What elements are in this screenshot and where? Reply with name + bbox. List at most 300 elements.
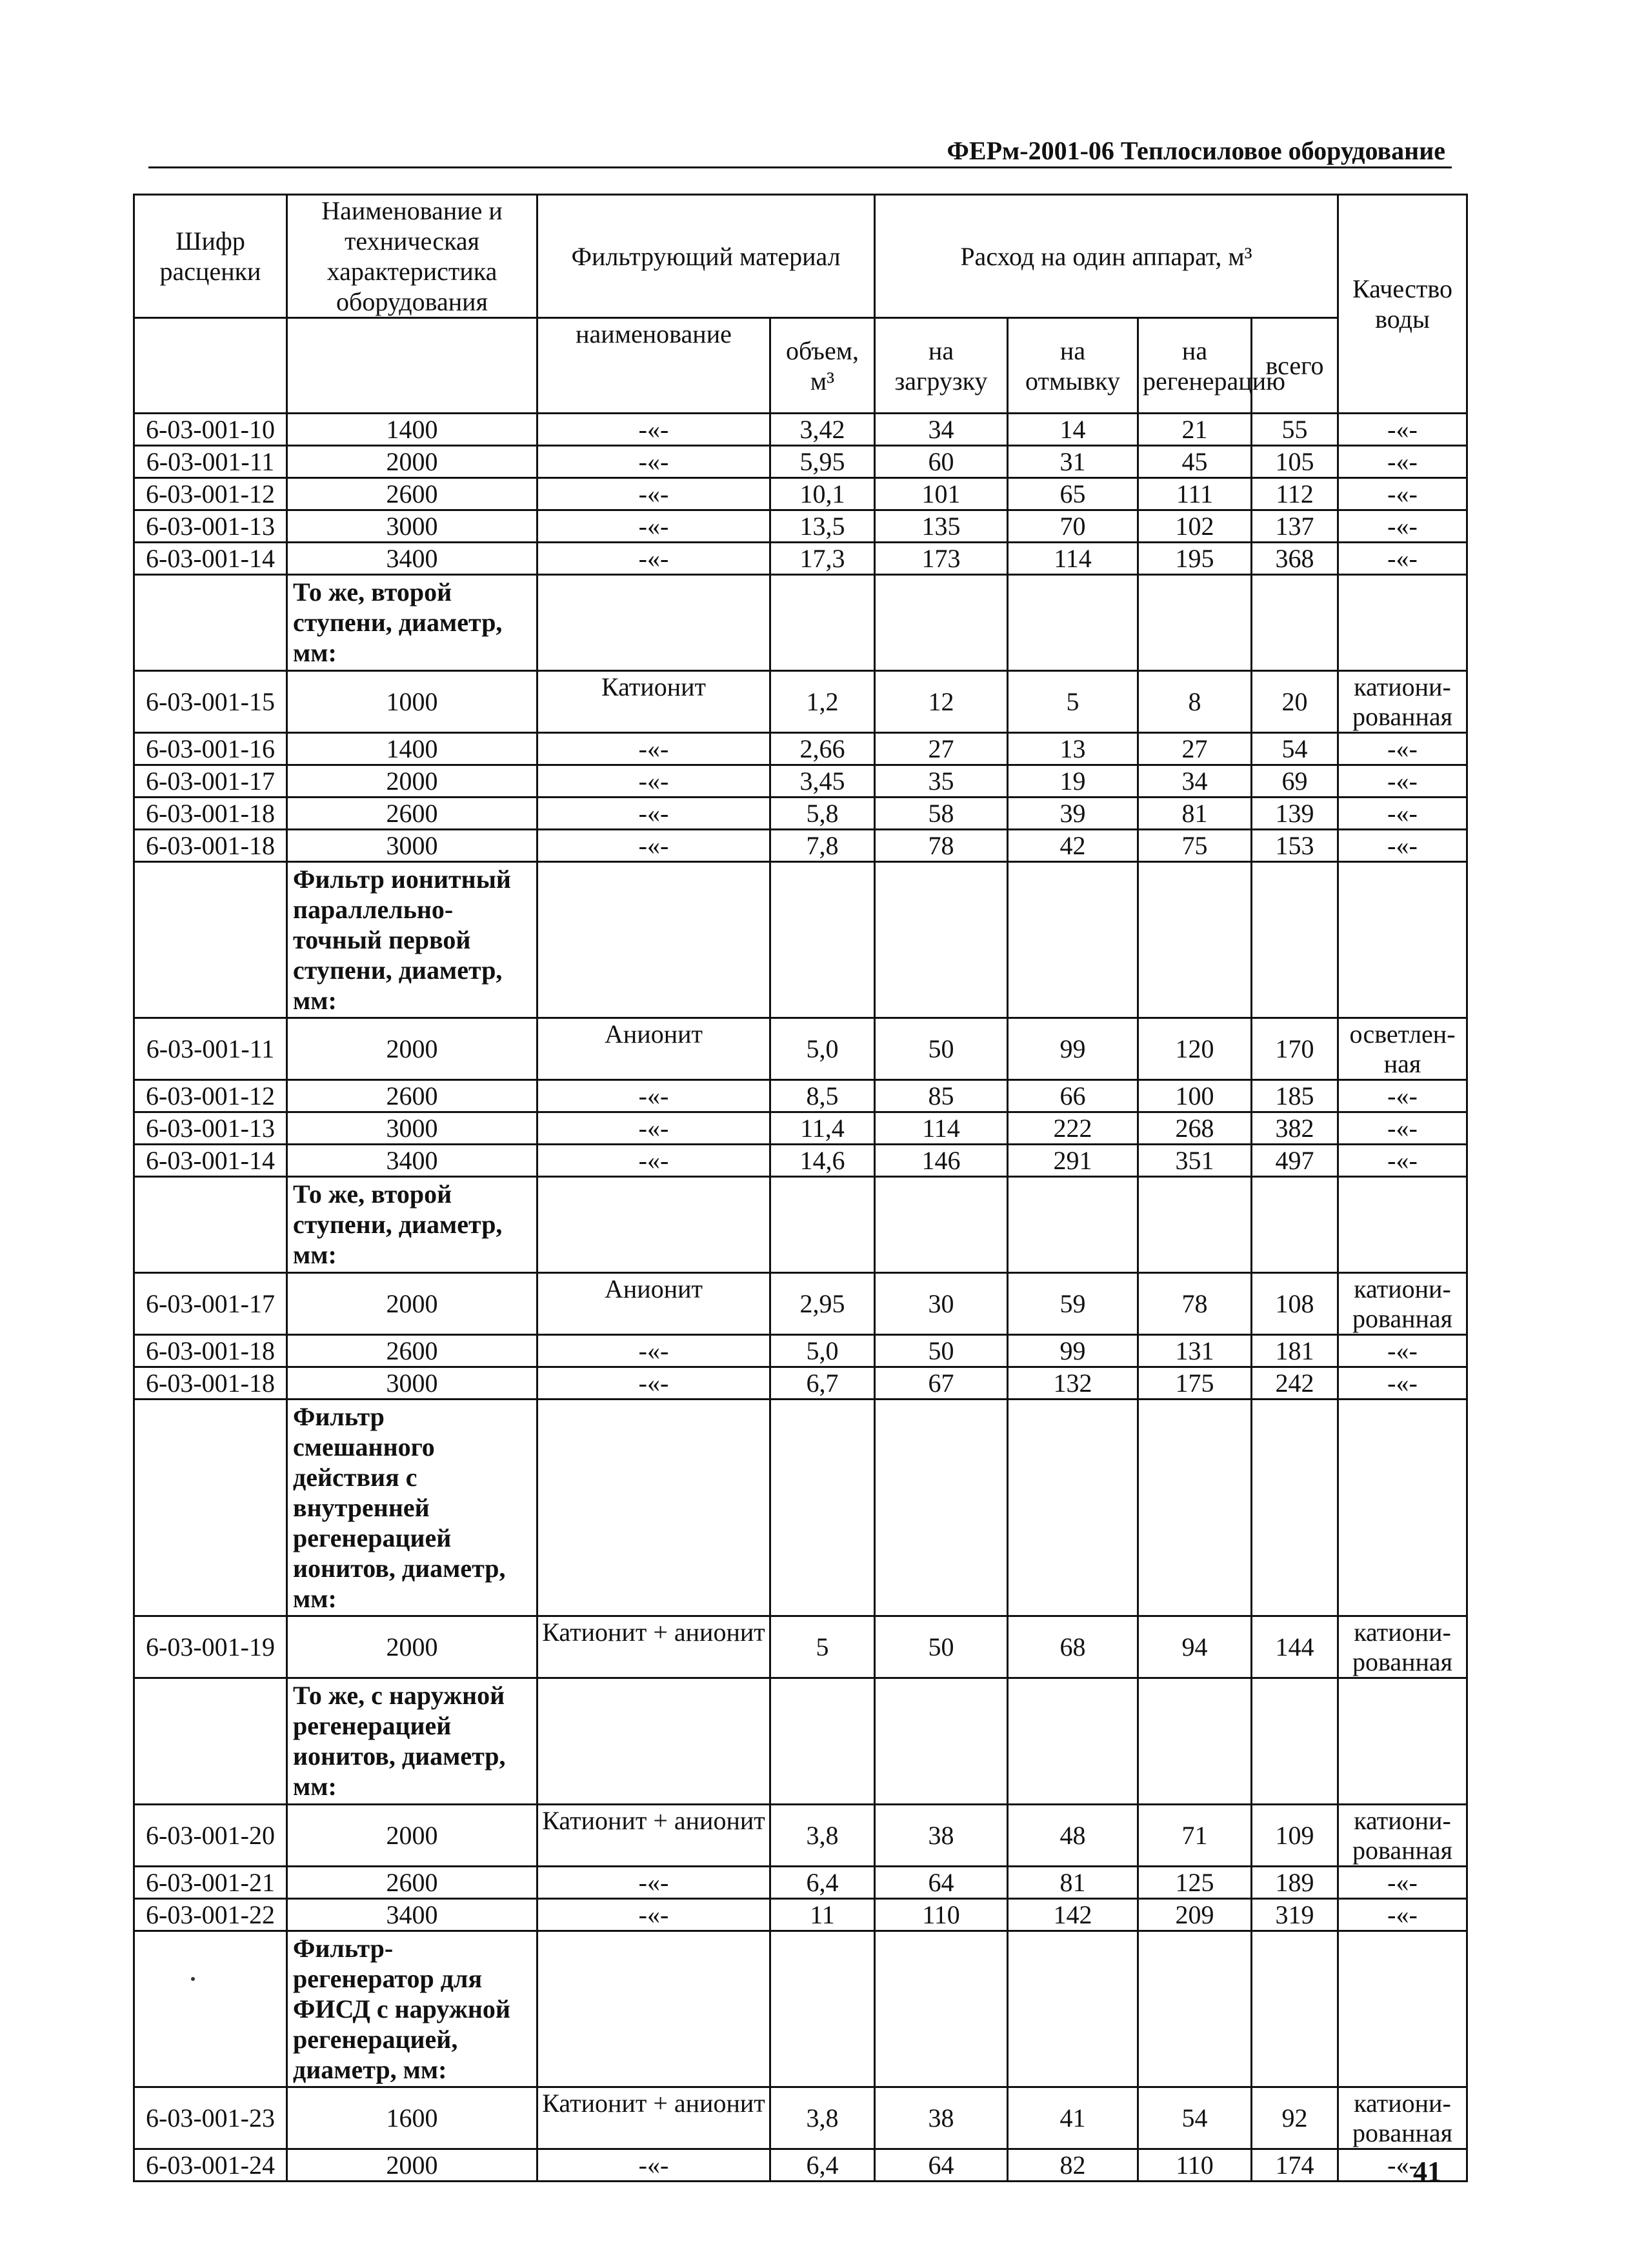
row-total: 170 [1252, 1018, 1338, 1080]
blank-cell [1008, 862, 1138, 1018]
row-volume: 11,4 [770, 1112, 875, 1145]
row-washing: 14 [1008, 414, 1138, 446]
col-header-code-blank [134, 318, 287, 414]
blank-cell [770, 862, 875, 1018]
row-loading: 38 [875, 1805, 1008, 1867]
blank-cell [134, 1678, 287, 1805]
row-volume: 5,8 [770, 798, 875, 830]
row-total: 189 [1252, 1867, 1338, 1899]
section-title: То же, с наружной регенерацией ионитов, диаметр, мм: [287, 1678, 537, 1805]
row-material: -«- [537, 1335, 770, 1367]
row-loading: 27 [875, 733, 1008, 765]
table-row [134, 671, 1467, 733]
row-washing: 82 [1008, 2149, 1138, 2182]
blank-cell [1008, 1400, 1138, 1616]
col-header-total: всего [1252, 318, 1338, 414]
row-quality: -«- [1338, 414, 1467, 446]
row-volume: 2,95 [770, 1273, 875, 1335]
row-material: -«- [537, 765, 770, 798]
row-quality: -«- [1338, 1080, 1467, 1112]
row-quality: катиони-рованная [1338, 1805, 1467, 1867]
blank-cell [1138, 1678, 1252, 1805]
row-washing: 99 [1008, 1335, 1138, 1367]
row-code: 6-03-001-15 [134, 671, 287, 733]
table-row [134, 414, 1467, 446]
row-quality: -«- [1338, 830, 1467, 862]
blank-cell [537, 1177, 770, 1273]
row-volume: 3,8 [770, 2087, 875, 2149]
row-loading: 114 [875, 1112, 1008, 1145]
row-name: 2000 [287, 1805, 537, 1867]
blank-cell [1338, 1678, 1467, 1805]
row-washing: 222 [1008, 1112, 1138, 1145]
blank-cell [1008, 1678, 1138, 1805]
row-quality: -«- [1338, 1335, 1467, 1367]
table-row [134, 1112, 1467, 1145]
row-washing: 39 [1008, 798, 1138, 830]
row-quality: осветлен-ная [1338, 1018, 1467, 1080]
row-loading: 78 [875, 830, 1008, 862]
row-quality: -«- [1338, 1867, 1467, 1899]
blank-cell [537, 1400, 770, 1616]
row-name: 3000 [287, 1367, 537, 1400]
row-regeneration: 54 [1138, 2087, 1252, 2149]
blank-cell [770, 1931, 875, 2087]
row-volume: 10,1 [770, 478, 875, 510]
row-code: 6-03-001-17 [134, 1273, 287, 1335]
row-code: 6-03-001-12 [134, 478, 287, 510]
row-regeneration: 94 [1138, 1616, 1252, 1678]
row-material: -«- [537, 1080, 770, 1112]
row-quality: -«- [1338, 1899, 1467, 1931]
blank-cell [1252, 1931, 1338, 2087]
row-regeneration: 100 [1138, 1080, 1252, 1112]
table-section-row [134, 575, 1467, 671]
row-volume: 5 [770, 1616, 875, 1678]
blank-cell [1338, 1931, 1467, 2087]
row-regeneration: 27 [1138, 733, 1252, 765]
row-loading: 101 [875, 478, 1008, 510]
row-name: 2000 [287, 1616, 537, 1678]
row-total: 185 [1252, 1080, 1338, 1112]
row-regeneration: 8 [1138, 671, 1252, 733]
row-code: 6-03-001-14 [134, 543, 287, 575]
row-washing: 31 [1008, 446, 1138, 478]
table-row [134, 446, 1467, 478]
row-regeneration: 78 [1138, 1273, 1252, 1335]
row-volume: 3,8 [770, 1805, 875, 1867]
row-code: 6-03-001-21 [134, 1867, 287, 1899]
table-row [134, 1080, 1467, 1112]
col-header-material-name: наименование [537, 318, 770, 414]
col-header-consumption: Расход на один аппарат, м³ [875, 195, 1338, 318]
table-section-row [134, 1400, 1467, 1616]
row-material: -«- [537, 733, 770, 765]
row-regeneration: 110 [1138, 2149, 1252, 2182]
row-volume: 5,95 [770, 446, 875, 478]
blank-cell [875, 1177, 1008, 1273]
blank-cell [134, 1177, 287, 1273]
row-total: 69 [1252, 765, 1338, 798]
col-header-washing: на отмывку [1008, 318, 1138, 414]
blank-cell [1008, 1177, 1138, 1273]
col-header-loading: на загрузку [875, 318, 1008, 414]
row-regeneration: 111 [1138, 478, 1252, 510]
row-regeneration: 75 [1138, 830, 1252, 862]
row-code: 6-03-001-18 [134, 1335, 287, 1367]
blank-cell [1252, 862, 1338, 1018]
row-washing: 48 [1008, 1805, 1138, 1867]
row-name: 3400 [287, 1899, 537, 1931]
row-name: 2000 [287, 1018, 537, 1080]
row-material: Катионит + анионит [537, 2087, 770, 2149]
row-loading: 146 [875, 1145, 1008, 1177]
col-header-code: Шифр расценки [134, 195, 287, 318]
row-quality: катиони-рованная [1338, 2087, 1467, 2149]
table-section-row [134, 1177, 1467, 1273]
row-regeneration: 209 [1138, 1899, 1252, 1931]
row-name: 3000 [287, 1112, 537, 1145]
table-row [134, 1018, 1467, 1080]
row-material: -«- [537, 2149, 770, 2182]
row-volume: 6,4 [770, 2149, 875, 2182]
row-quality: -«- [1338, 478, 1467, 510]
blank-cell [875, 1678, 1008, 1805]
row-washing: 13 [1008, 733, 1138, 765]
row-washing: 291 [1008, 1145, 1138, 1177]
row-name: 3400 [287, 543, 537, 575]
row-code: 6-03-001-19 [134, 1616, 287, 1678]
row-total: 109 [1252, 1805, 1338, 1867]
row-code: 6-03-001-12 [134, 1080, 287, 1112]
blank-cell [1252, 1400, 1338, 1616]
row-total: 54 [1252, 733, 1338, 765]
row-name: 2000 [287, 446, 537, 478]
row-regeneration: 120 [1138, 1018, 1252, 1080]
row-name: 3000 [287, 830, 537, 862]
row-volume: 6,7 [770, 1367, 875, 1400]
row-code: 6-03-001-13 [134, 1112, 287, 1145]
row-washing: 41 [1008, 2087, 1138, 2149]
row-quality: -«- [1338, 446, 1467, 478]
row-volume: 14,6 [770, 1145, 875, 1177]
row-name: 2600 [287, 798, 537, 830]
row-total: 174 [1252, 2149, 1338, 2182]
blank-cell [1338, 862, 1467, 1018]
row-quality: -«- [1338, 543, 1467, 575]
row-volume: 8,5 [770, 1080, 875, 1112]
blank-cell [1138, 1400, 1252, 1616]
row-code: 6-03-001-18 [134, 830, 287, 862]
row-regeneration: 351 [1138, 1145, 1252, 1177]
row-volume: 1,2 [770, 671, 875, 733]
row-total: 55 [1252, 414, 1338, 446]
table-row [134, 733, 1467, 765]
row-material: -«- [537, 1367, 770, 1400]
table-row [134, 1867, 1467, 1899]
blank-cell [1138, 575, 1252, 671]
row-quality: катиони-рованная [1338, 1273, 1467, 1335]
blank-cell [134, 575, 287, 671]
row-volume: 6,4 [770, 1867, 875, 1899]
row-loading: 67 [875, 1367, 1008, 1400]
row-material: -«- [537, 1867, 770, 1899]
running-header [148, 133, 1452, 168]
row-code: 6-03-001-11 [134, 1018, 287, 1080]
row-washing: 59 [1008, 1273, 1138, 1335]
header-title: ФЕРм-2001-06 Теплосиловое оборудование [947, 136, 1445, 165]
row-name: 1600 [287, 2087, 537, 2149]
row-loading: 173 [875, 543, 1008, 575]
row-total: 20 [1252, 671, 1338, 733]
row-total: 108 [1252, 1273, 1338, 1335]
blank-cell [770, 1678, 875, 1805]
row-code: 6-03-001-17 [134, 765, 287, 798]
row-name: 2600 [287, 1080, 537, 1112]
row-code: 6-03-001-24 [134, 2149, 287, 2182]
row-name: 2600 [287, 478, 537, 510]
row-regeneration: 268 [1138, 1112, 1252, 1145]
row-total: 319 [1252, 1899, 1338, 1931]
blank-cell [770, 1400, 875, 1616]
table-row [134, 1805, 1467, 1867]
table-row [134, 1899, 1467, 1931]
row-total: 137 [1252, 510, 1338, 543]
row-washing: 65 [1008, 478, 1138, 510]
row-volume: 7,8 [770, 830, 875, 862]
row-washing: 42 [1008, 830, 1138, 862]
row-name: 2000 [287, 765, 537, 798]
row-quality: -«- [1338, 733, 1467, 765]
row-material: -«- [537, 543, 770, 575]
blank-cell [1338, 1177, 1467, 1273]
blank-cell [537, 1678, 770, 1805]
blank-cell [1138, 1177, 1252, 1273]
row-name: 2000 [287, 2149, 537, 2182]
row-material: -«- [537, 830, 770, 862]
row-code: 6-03-001-20 [134, 1805, 287, 1867]
table-row [134, 2149, 1467, 2182]
row-total: 497 [1252, 1145, 1338, 1177]
row-regeneration: 34 [1138, 765, 1252, 798]
row-washing: 81 [1008, 1867, 1138, 1899]
row-name: 3000 [287, 510, 537, 543]
page-number: 41 [1413, 2156, 1441, 2187]
table-row [134, 1145, 1467, 1177]
row-material: -«- [537, 510, 770, 543]
col-header-name-blank [287, 318, 537, 414]
col-header-volume: объем, м³ [770, 318, 875, 414]
row-washing: 99 [1008, 1018, 1138, 1080]
blank-cell [875, 862, 1008, 1018]
row-washing: 132 [1008, 1367, 1138, 1400]
section-title: Фильтр ионитный параллельно-точный первой ступени, диаметр, мм: [287, 862, 537, 1018]
row-volume: 2,66 [770, 733, 875, 765]
row-total: 368 [1252, 543, 1338, 575]
col-header-regeneration: на регенерацию [1138, 318, 1252, 414]
row-regeneration: 21 [1138, 414, 1252, 446]
table-row [134, 1616, 1467, 1678]
section-title: Фильтр-регенератор для ФИСД с наружной регенерацией, диаметр, мм: [287, 1931, 537, 2087]
blank-cell [134, 1400, 287, 1616]
row-loading: 34 [875, 414, 1008, 446]
blank-cell [1252, 1177, 1338, 1273]
row-name: 1000 [287, 671, 537, 733]
section-title: То же, второй ступени, диаметр, мм: [287, 575, 537, 671]
row-loading: 50 [875, 1335, 1008, 1367]
row-quality: -«- [1338, 1367, 1467, 1400]
row-code: 6-03-001-10 [134, 414, 287, 446]
row-material: -«- [537, 446, 770, 478]
row-washing: 19 [1008, 765, 1138, 798]
blank-cell [1008, 1931, 1138, 2087]
row-washing: 5 [1008, 671, 1138, 733]
row-name: 2600 [287, 1867, 537, 1899]
row-total: 153 [1252, 830, 1338, 862]
row-volume: 13,5 [770, 510, 875, 543]
row-material: -«- [537, 478, 770, 510]
section-title: То же, второй ступени, диаметр, мм: [287, 1177, 537, 1273]
table-row [134, 765, 1467, 798]
row-total: 112 [1252, 478, 1338, 510]
row-code: 6-03-001-23 [134, 2087, 287, 2149]
row-material: Анионит [537, 1273, 770, 1335]
row-code: 6-03-001-18 [134, 1367, 287, 1400]
row-volume: 3,42 [770, 414, 875, 446]
rates-table [133, 194, 1468, 2182]
row-material: -«- [537, 414, 770, 446]
blank-cell [537, 862, 770, 1018]
row-code: 6-03-001-16 [134, 733, 287, 765]
row-total: 139 [1252, 798, 1338, 830]
table-row [134, 478, 1467, 510]
row-regeneration: 71 [1138, 1805, 1252, 1867]
row-material: Анионит [537, 1018, 770, 1080]
blank-cell [875, 1931, 1008, 2087]
row-washing: 70 [1008, 510, 1138, 543]
row-washing: 66 [1008, 1080, 1138, 1112]
row-loading: 64 [875, 2149, 1008, 2182]
row-loading: 12 [875, 671, 1008, 733]
col-header-quality: Качество воды [1338, 195, 1467, 414]
row-name: 2600 [287, 1335, 537, 1367]
row-loading: 110 [875, 1899, 1008, 1931]
row-name: 2000 [287, 1273, 537, 1335]
row-quality: катиони-рованная [1338, 671, 1467, 733]
row-material: -«- [537, 1145, 770, 1177]
table-row [134, 1273, 1467, 1335]
blank-cell [875, 575, 1008, 671]
row-loading: 38 [875, 2087, 1008, 2149]
blank-cell [1338, 1400, 1467, 1616]
col-header-filter-material: Фильтрующий материал [537, 195, 875, 318]
row-quality: -«- [1338, 765, 1467, 798]
blank-cell [134, 862, 287, 1018]
row-total: 105 [1252, 446, 1338, 478]
row-material: Катионит + анионит [537, 1805, 770, 1867]
row-total: 92 [1252, 2087, 1338, 2149]
row-total: 181 [1252, 1335, 1338, 1367]
row-name: 3400 [287, 1145, 537, 1177]
blank-cell [1138, 862, 1252, 1018]
row-loading: 64 [875, 1867, 1008, 1899]
row-material: Катионит + анионит [537, 1616, 770, 1678]
table-row [134, 1335, 1467, 1367]
table-row [134, 830, 1467, 862]
row-washing: 68 [1008, 1616, 1138, 1678]
row-washing: 142 [1008, 1899, 1138, 1931]
row-volume: 3,45 [770, 765, 875, 798]
blank-cell [770, 575, 875, 671]
col-header-name: Наименование и техническая характеристика оборудования [287, 195, 537, 318]
section-title: Фильтр смешанного действия с внутренней регенерацией ионитов, диаметр, мм: [287, 1400, 537, 1616]
blank-cell [1008, 575, 1138, 671]
table-row [134, 543, 1467, 575]
row-material: -«- [537, 1899, 770, 1931]
row-total: 144 [1252, 1616, 1338, 1678]
row-loading: 35 [875, 765, 1008, 798]
row-loading: 50 [875, 1616, 1008, 1678]
row-quality: -«- [1338, 2149, 1467, 2182]
blank-cell [1252, 575, 1338, 671]
row-regeneration: 131 [1138, 1335, 1252, 1367]
blank-cell [537, 575, 770, 671]
row-code: 6-03-001-22 [134, 1899, 287, 1931]
row-total: 382 [1252, 1112, 1338, 1145]
blank-cell [1338, 575, 1467, 671]
row-code: 6-03-001-11 [134, 446, 287, 478]
row-name: 1400 [287, 733, 537, 765]
blank-cell [1138, 1931, 1252, 2087]
row-volume: 17,3 [770, 543, 875, 575]
row-regeneration: 102 [1138, 510, 1252, 543]
row-quality: -«- [1338, 1112, 1467, 1145]
row-regeneration: 175 [1138, 1367, 1252, 1400]
row-loading: 85 [875, 1080, 1008, 1112]
table-row [134, 798, 1467, 830]
blank-cell [770, 1177, 875, 1273]
table-row [134, 2087, 1467, 2149]
row-loading: 50 [875, 1018, 1008, 1080]
row-loading: 30 [875, 1273, 1008, 1335]
row-loading: 60 [875, 446, 1008, 478]
row-regeneration: 195 [1138, 543, 1252, 575]
row-code: 6-03-001-13 [134, 510, 287, 543]
row-regeneration: 45 [1138, 446, 1252, 478]
row-loading: 135 [875, 510, 1008, 543]
table-section-row [134, 1931, 1467, 2087]
row-loading: 58 [875, 798, 1008, 830]
row-quality: катиони-рованная [1338, 1616, 1467, 1678]
row-total: 242 [1252, 1367, 1338, 1400]
row-volume: 5,0 [770, 1335, 875, 1367]
row-regeneration: 81 [1138, 798, 1252, 830]
row-material: Катионит [537, 671, 770, 733]
blank-cell [134, 1931, 287, 2087]
row-quality: -«- [1338, 798, 1467, 830]
row-name: 1400 [287, 414, 537, 446]
row-material: -«- [537, 1112, 770, 1145]
row-regeneration: 125 [1138, 1867, 1252, 1899]
row-quality: -«- [1338, 1145, 1467, 1177]
table-row [134, 1367, 1467, 1400]
blank-cell [1252, 1678, 1338, 1805]
table-section-row [134, 862, 1467, 1018]
row-volume: 5,0 [770, 1018, 875, 1080]
row-volume: 11 [770, 1899, 875, 1931]
blank-cell [875, 1400, 1008, 1616]
row-material: -«- [537, 798, 770, 830]
